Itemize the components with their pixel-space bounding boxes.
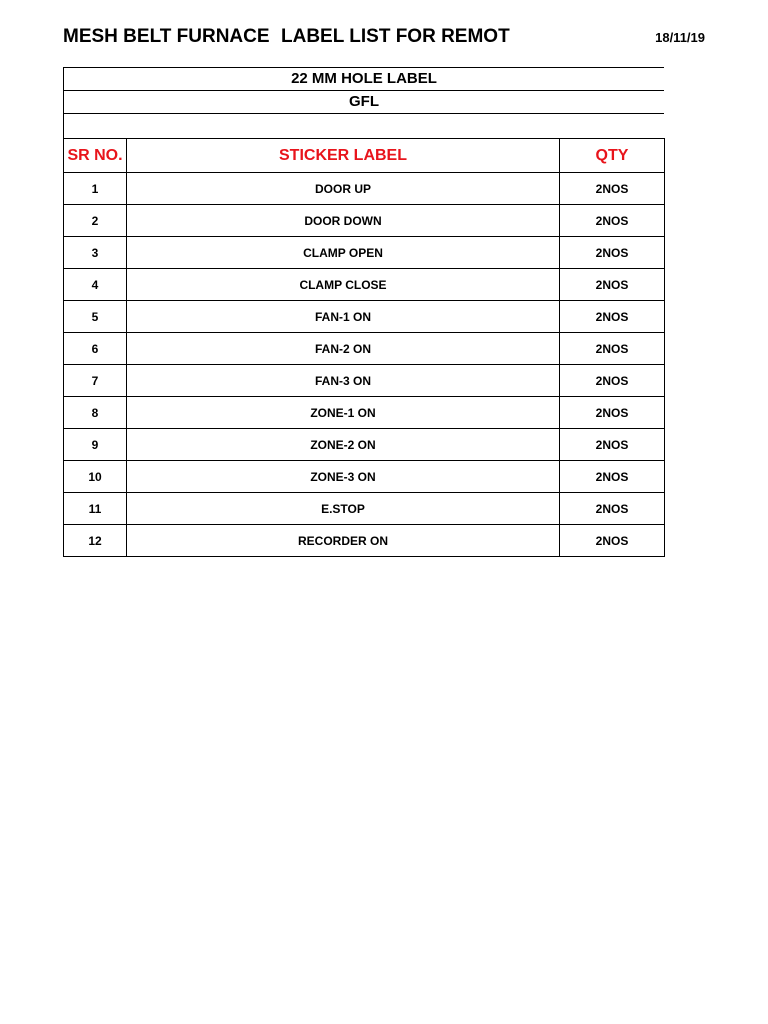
qty-cell: 2NOS — [560, 429, 665, 461]
qty-cell: 2NOS — [560, 397, 665, 429]
subtitle-row — [63, 67, 664, 90]
label-sheet — [63, 67, 664, 557]
table-row — [64, 333, 665, 365]
list-title: LABEL LIST FOR REMOT — [281, 26, 510, 47]
table-row — [64, 397, 665, 429]
sr-no-cell: 3 — [64, 237, 127, 269]
sr-no-cell: 9 — [64, 429, 127, 461]
sticker-label-cell: DOOR UP — [127, 173, 560, 205]
table-row — [64, 237, 665, 269]
table-row — [64, 205, 665, 237]
qty-cell: 2NOS — [560, 365, 665, 397]
qty-cell: 2NOS — [560, 333, 665, 365]
qty-cell: 2NOS — [560, 237, 665, 269]
table-header-row — [64, 139, 665, 173]
sticker-label-cell: RECORDER ON — [127, 525, 560, 557]
sticker-label-cell: ZONE-3 ON — [127, 461, 560, 493]
sr-no-cell: 4 — [64, 269, 127, 301]
qty-cell: 2NOS — [560, 301, 665, 333]
qty-cell: 2NOS — [560, 205, 665, 237]
sr-no-cell: 12 — [64, 525, 127, 557]
column-header-qty: QTY — [560, 139, 665, 173]
sr-no-cell: 11 — [64, 493, 127, 525]
sticker-label-cell: ZONE-1 ON — [127, 397, 560, 429]
sticker-label-cell: FAN-3 ON — [127, 365, 560, 397]
sr-no-cell: 5 — [64, 301, 127, 333]
subtitle: 22 MM HOLE LABEL — [291, 70, 437, 87]
sr-no-cell: 7 — [64, 365, 127, 397]
table-row — [64, 301, 665, 333]
sticker-label-cell: ZONE-2 ON — [127, 429, 560, 461]
spacer-row — [63, 113, 664, 138]
table-row — [64, 493, 665, 525]
qty-cell: 2NOS — [560, 461, 665, 493]
sticker-label-cell: FAN-2 ON — [127, 333, 560, 365]
sr-no-cell: 10 — [64, 461, 127, 493]
sticker-label-cell: FAN-1 ON — [127, 301, 560, 333]
column-header-sticker-label: STICKER LABEL — [127, 139, 560, 173]
qty-cell: 2NOS — [560, 173, 665, 205]
table-row — [64, 525, 665, 557]
customer-row — [63, 90, 664, 113]
sr-no-cell: 2 — [64, 205, 127, 237]
sr-no-cell: 8 — [64, 397, 127, 429]
column-header-sr-no: SR NO. — [64, 139, 127, 173]
sticker-label-cell: E.STOP — [127, 493, 560, 525]
document-date: 18/11/19 — [655, 30, 705, 45]
qty-cell: 2NOS — [560, 493, 665, 525]
table-row — [64, 269, 665, 301]
document-title: MESH BELT FURNACE — [63, 26, 270, 47]
sr-no-cell: 6 — [64, 333, 127, 365]
table-row — [64, 429, 665, 461]
sticker-label-cell: DOOR DOWN — [127, 205, 560, 237]
qty-cell: 2NOS — [560, 525, 665, 557]
label-table — [63, 138, 665, 557]
qty-cell: 2NOS — [560, 269, 665, 301]
table-row — [64, 173, 665, 205]
sr-no-cell: 1 — [64, 173, 127, 205]
sticker-label-cell: CLAMP CLOSE — [127, 269, 560, 301]
customer-name: GFL — [349, 93, 379, 110]
sticker-label-cell: CLAMP OPEN — [127, 237, 560, 269]
table-row — [64, 365, 665, 397]
table-row — [64, 461, 665, 493]
